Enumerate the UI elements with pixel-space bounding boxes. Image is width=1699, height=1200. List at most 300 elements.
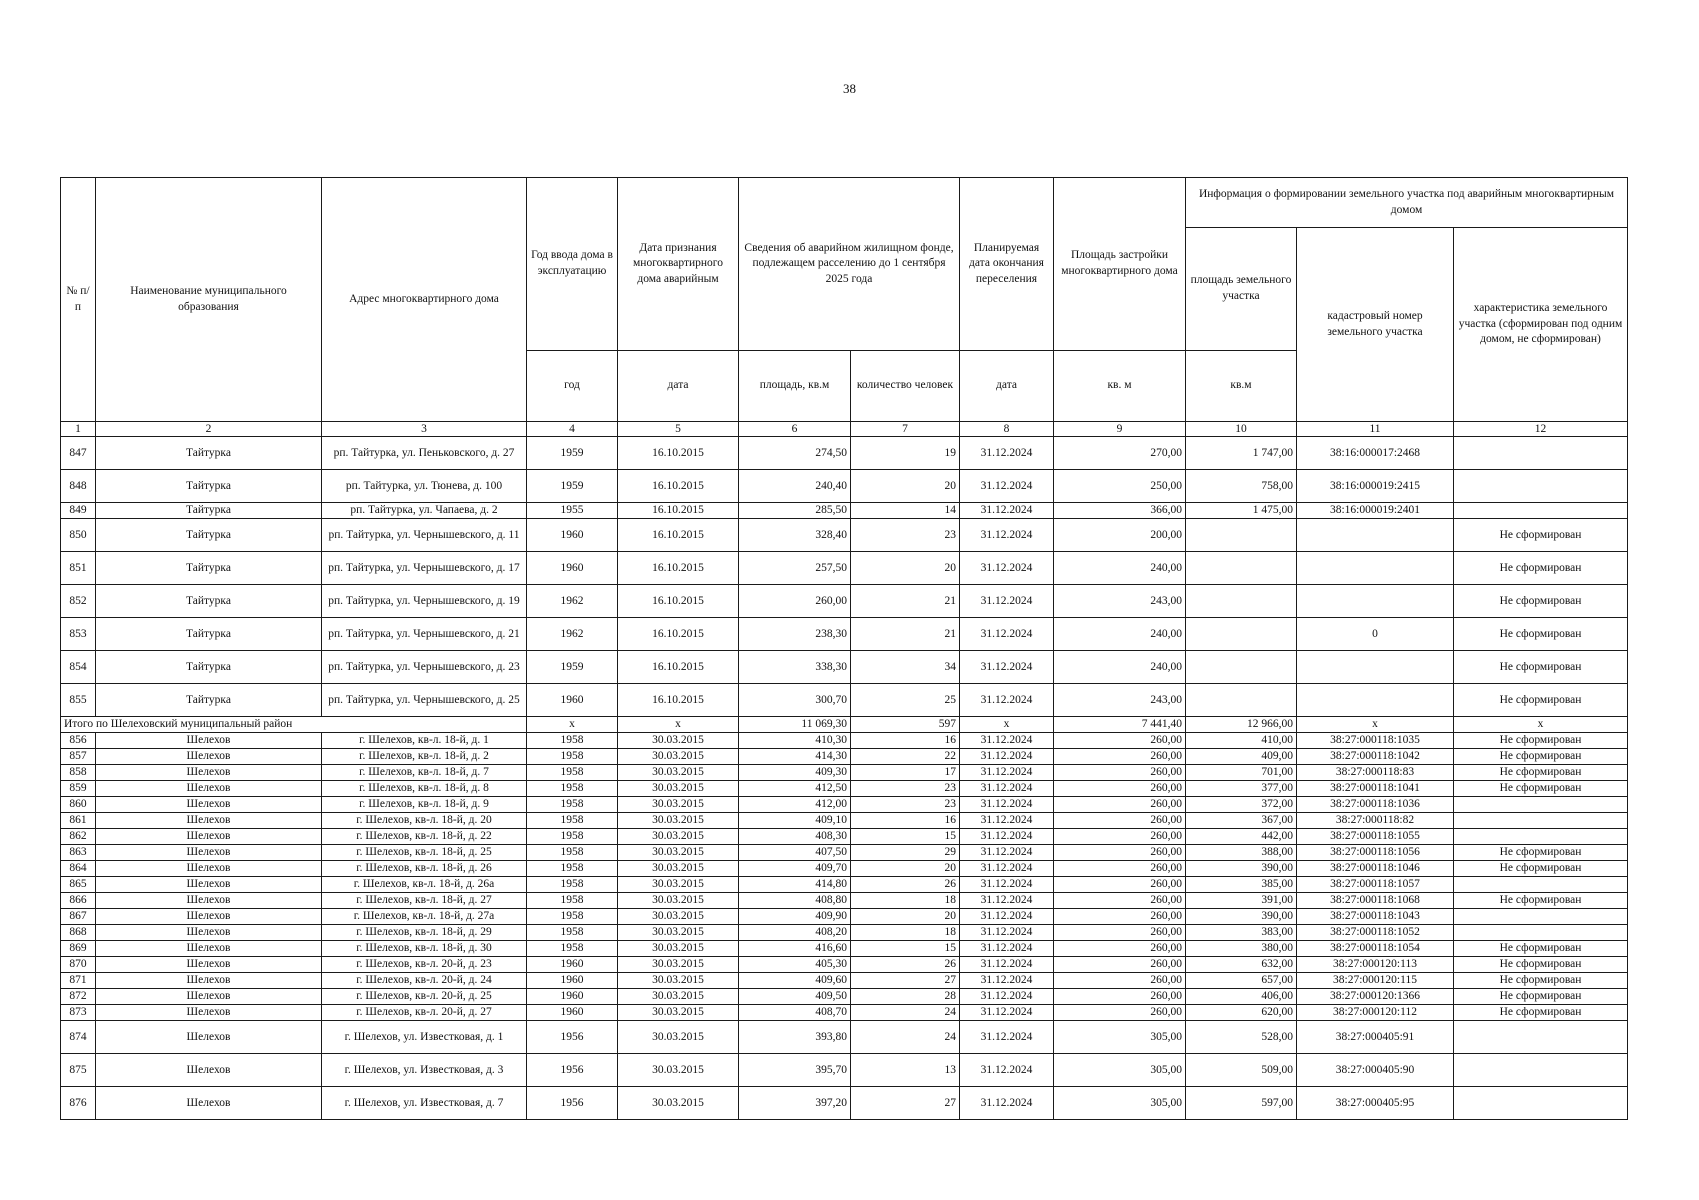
total-year: х xyxy=(527,717,618,733)
cell-area: 285,50 xyxy=(739,503,851,519)
cell-planned-end: 31.12.2024 xyxy=(960,733,1054,749)
table-row xyxy=(61,877,1628,893)
cell-land-characteristic: Не сформирован xyxy=(1454,585,1628,618)
cell-planned-end: 31.12.2024 xyxy=(960,437,1054,470)
cell-address: г. Шелехов, кв-л. 18-й, д. 22 xyxy=(322,829,527,845)
cell-year-built: 1959 xyxy=(527,470,618,503)
cell-number: 862 xyxy=(61,829,96,845)
table-row xyxy=(61,765,1628,781)
cell-municipality: Шелехов xyxy=(96,781,322,797)
cell-address: г. Шелехов, кв-л. 18-й, д. 30 xyxy=(322,941,527,957)
cell-people: 29 xyxy=(851,845,960,861)
cell-number: 865 xyxy=(61,877,96,893)
cell-land-characteristic: Не сформирован xyxy=(1454,973,1628,989)
cell-year-built: 1958 xyxy=(527,733,618,749)
cell-year-built: 1960 xyxy=(527,973,618,989)
cell-year-built: 1958 xyxy=(527,829,618,845)
cell-land-area xyxy=(1186,618,1297,651)
cell-area: 257,50 xyxy=(739,552,851,585)
cell-number: 847 xyxy=(61,437,96,470)
cell-people: 25 xyxy=(851,684,960,717)
cell-emergency-date: 30.03.2015 xyxy=(618,1087,739,1120)
table-row xyxy=(61,829,1628,845)
cell-building-area: 250,00 xyxy=(1054,470,1186,503)
cell-emergency-date: 16.10.2015 xyxy=(618,437,739,470)
cell-area: 328,40 xyxy=(739,519,851,552)
cell-year-built: 1960 xyxy=(527,519,618,552)
cell-area: 408,30 xyxy=(739,829,851,845)
total-area: 11 069,30 xyxy=(739,717,851,733)
cell-year-built: 1962 xyxy=(527,585,618,618)
cell-cadastral-number: 38:27:000120:113 xyxy=(1297,957,1454,973)
cell-cadastral-number: 38:27:000118:1042 xyxy=(1297,749,1454,765)
table-row xyxy=(61,1021,1628,1054)
cell-number: 864 xyxy=(61,861,96,877)
cell-planned-end: 31.12.2024 xyxy=(960,470,1054,503)
cell-year-built: 1958 xyxy=(527,749,618,765)
cell-people: 16 xyxy=(851,733,960,749)
cell-municipality: Шелехов xyxy=(96,925,322,941)
cell-land-characteristic: Не сформирован xyxy=(1454,651,1628,684)
cell-address: рп. Тайтурка, ул. Чернышевского, д. 21 xyxy=(322,618,527,651)
cell-emergency-date: 16.10.2015 xyxy=(618,503,739,519)
cell-municipality: Тайтурка xyxy=(96,519,322,552)
cell-year-built: 1955 xyxy=(527,503,618,519)
cell-people: 15 xyxy=(851,941,960,957)
cell-planned-end: 31.12.2024 xyxy=(960,1021,1054,1054)
cell-people: 23 xyxy=(851,781,960,797)
cell-building-area: 260,00 xyxy=(1054,909,1186,925)
column-number: 6 xyxy=(739,422,851,437)
cell-cadastral-number xyxy=(1297,651,1454,684)
cell-municipality: Шелехов xyxy=(96,829,322,845)
cell-planned-end: 31.12.2024 xyxy=(960,877,1054,893)
table-row xyxy=(61,749,1628,765)
cell-address: г. Шелехов, кв-л. 18-й, д. 8 xyxy=(322,781,527,797)
cell-building-area: 240,00 xyxy=(1054,552,1186,585)
cell-number: 855 xyxy=(61,684,96,717)
cell-land-area: 620,00 xyxy=(1186,1005,1297,1021)
cell-emergency-date: 30.03.2015 xyxy=(618,845,739,861)
cell-land-area: 391,00 xyxy=(1186,893,1297,909)
cell-emergency-date: 16.10.2015 xyxy=(618,585,739,618)
cell-people: 18 xyxy=(851,925,960,941)
cell-building-area: 305,00 xyxy=(1054,1021,1186,1054)
cell-land-characteristic xyxy=(1454,909,1628,925)
cell-cadastral-number: 38:27:000118:1035 xyxy=(1297,733,1454,749)
cell-building-area: 260,00 xyxy=(1054,845,1186,861)
unit-date: дата xyxy=(618,351,739,422)
cell-planned-end: 31.12.2024 xyxy=(960,684,1054,717)
unit-people: количество человек xyxy=(851,351,960,422)
cell-number: 858 xyxy=(61,765,96,781)
cell-planned-end: 31.12.2024 xyxy=(960,861,1054,877)
cell-people: 14 xyxy=(851,503,960,519)
cell-land-characteristic: Не сформирован xyxy=(1454,618,1628,651)
cell-land-area: 657,00 xyxy=(1186,973,1297,989)
cell-area: 260,00 xyxy=(739,585,851,618)
cell-building-area: 260,00 xyxy=(1054,765,1186,781)
cell-land-characteristic xyxy=(1454,503,1628,519)
emergency-housing-table xyxy=(60,177,1628,1120)
cell-municipality: Шелехов xyxy=(96,957,322,973)
cell-building-area: 260,00 xyxy=(1054,797,1186,813)
cell-address: г. Шелехов, кв-л. 20-й, д. 27 xyxy=(322,1005,527,1021)
cell-planned-end: 31.12.2024 xyxy=(960,1054,1054,1087)
total-land-characteristic: х xyxy=(1454,717,1628,733)
cell-land-area: 367,00 xyxy=(1186,813,1297,829)
cell-planned-end: 31.12.2024 xyxy=(960,781,1054,797)
cell-people: 24 xyxy=(851,1021,960,1054)
cell-number: 850 xyxy=(61,519,96,552)
cell-municipality: Тайтурка xyxy=(96,585,322,618)
column-number: 7 xyxy=(851,422,960,437)
cell-year-built: 1958 xyxy=(527,909,618,925)
table-body xyxy=(61,437,1628,1120)
table-row xyxy=(61,618,1628,651)
cell-number: 875 xyxy=(61,1054,96,1087)
cell-number: 853 xyxy=(61,618,96,651)
cell-building-area: 260,00 xyxy=(1054,749,1186,765)
table-row xyxy=(61,585,1628,618)
cell-building-area: 260,00 xyxy=(1054,893,1186,909)
cell-land-characteristic xyxy=(1454,1087,1628,1120)
cell-planned-end: 31.12.2024 xyxy=(960,845,1054,861)
unit-sqm: кв. м xyxy=(1054,351,1186,422)
cell-planned-end: 31.12.2024 xyxy=(960,989,1054,1005)
table-row xyxy=(61,503,1628,519)
cell-people: 20 xyxy=(851,909,960,925)
cell-land-characteristic xyxy=(1454,1054,1628,1087)
cell-address: рп. Тайтурка, ул. Чернышевского, д. 17 xyxy=(322,552,527,585)
cell-number: 873 xyxy=(61,1005,96,1021)
cell-address: г. Шелехов, кв-л. 18-й, д. 27 xyxy=(322,893,527,909)
table-row xyxy=(61,925,1628,941)
cell-people: 15 xyxy=(851,829,960,845)
cell-land-area: 390,00 xyxy=(1186,909,1297,925)
cell-address: г. Шелехов, кв-л. 18-й, д. 1 xyxy=(322,733,527,749)
cell-address: рп. Тайтурка, ул. Пеньковского, д. 27 xyxy=(322,437,527,470)
cell-address: рп. Тайтурка, ул. Чернышевского, д. 11 xyxy=(322,519,527,552)
cell-year-built: 1959 xyxy=(527,651,618,684)
cell-land-characteristic xyxy=(1454,437,1628,470)
cell-land-characteristic xyxy=(1454,829,1628,845)
cell-cadastral-number: 38:27:000118:1036 xyxy=(1297,797,1454,813)
cell-address: г. Шелехов, кв-л. 18-й, д. 26а xyxy=(322,877,527,893)
cell-people: 26 xyxy=(851,957,960,973)
cell-year-built: 1956 xyxy=(527,1021,618,1054)
cell-cadastral-number: 38:27:000118:83 xyxy=(1297,765,1454,781)
cell-planned-end: 31.12.2024 xyxy=(960,957,1054,973)
cell-municipality: Тайтурка xyxy=(96,470,322,503)
page-number: 38 xyxy=(843,81,856,96)
cell-address: г. Шелехов, ул. Известковая, д. 3 xyxy=(322,1054,527,1087)
cell-year-built: 1956 xyxy=(527,1054,618,1087)
cell-cadastral-number: 38:16:000019:2401 xyxy=(1297,503,1454,519)
cell-land-area: 701,00 xyxy=(1186,765,1297,781)
cell-address: рп. Тайтурка, ул. Чапаева, д. 2 xyxy=(322,503,527,519)
cell-land-area: 372,00 xyxy=(1186,797,1297,813)
cell-land-area: 409,00 xyxy=(1186,749,1297,765)
column-number: 2 xyxy=(96,422,322,437)
cell-land-characteristic: Не сформирован xyxy=(1454,733,1628,749)
cell-land-characteristic: Не сформирован xyxy=(1454,957,1628,973)
cell-number: 869 xyxy=(61,941,96,957)
cell-year-built: 1959 xyxy=(527,437,618,470)
total-row xyxy=(61,717,1628,733)
cell-people: 18 xyxy=(851,893,960,909)
cell-land-area xyxy=(1186,684,1297,717)
cell-address: рп. Тайтурка, ул. Чернышевского, д. 19 xyxy=(322,585,527,618)
cell-address: г. Шелехов, ул. Известковая, д. 1 xyxy=(322,1021,527,1054)
cell-number: 848 xyxy=(61,470,96,503)
cell-area: 410,30 xyxy=(739,733,851,749)
cell-planned-end: 31.12.2024 xyxy=(960,973,1054,989)
cell-building-area: 260,00 xyxy=(1054,925,1186,941)
table-row xyxy=(61,1054,1628,1087)
cell-address: г. Шелехов, кв-л. 20-й, д. 25 xyxy=(322,989,527,1005)
cell-building-area: 305,00 xyxy=(1054,1054,1186,1087)
cell-municipality: Шелехов xyxy=(96,941,322,957)
table-row xyxy=(61,733,1628,749)
cell-people: 20 xyxy=(851,861,960,877)
cell-municipality: Шелехов xyxy=(96,797,322,813)
cell-people: 21 xyxy=(851,585,960,618)
cell-municipality: Шелехов xyxy=(96,989,322,1005)
cell-emergency-date: 30.03.2015 xyxy=(618,941,739,957)
cell-building-area: 305,00 xyxy=(1054,1087,1186,1120)
table-row xyxy=(61,893,1628,909)
cell-building-area: 270,00 xyxy=(1054,437,1186,470)
cell-emergency-date: 30.03.2015 xyxy=(618,797,739,813)
cell-area: 393,80 xyxy=(739,1021,851,1054)
cell-people: 20 xyxy=(851,470,960,503)
column-number-row xyxy=(61,422,1628,437)
cell-land-area: 410,00 xyxy=(1186,733,1297,749)
cell-land-characteristic: Не сформирован xyxy=(1454,861,1628,877)
cell-year-built: 1958 xyxy=(527,893,618,909)
unit-area: площадь, кв.м xyxy=(739,351,851,422)
unit-year: год xyxy=(527,351,618,422)
cell-land-characteristic: Не сформирован xyxy=(1454,845,1628,861)
cell-land-characteristic: Не сформирован xyxy=(1454,989,1628,1005)
cell-address: г. Шелехов, ул. Известковая, д. 7 xyxy=(322,1087,527,1120)
cell-emergency-date: 30.03.2015 xyxy=(618,861,739,877)
cell-land-characteristic xyxy=(1454,1021,1628,1054)
cell-planned-end: 31.12.2024 xyxy=(960,797,1054,813)
total-planned-end: х xyxy=(960,717,1054,733)
total-date: х xyxy=(618,717,739,733)
cell-people: 23 xyxy=(851,519,960,552)
cell-planned-end: 31.12.2024 xyxy=(960,829,1054,845)
cell-number: 870 xyxy=(61,957,96,973)
cell-planned-end: 31.12.2024 xyxy=(960,893,1054,909)
cell-number: 854 xyxy=(61,651,96,684)
header-emergency-date: Дата признания многоквартирного дома аварийным xyxy=(618,178,739,351)
cell-planned-end: 31.12.2024 xyxy=(960,925,1054,941)
cell-number: 852 xyxy=(61,585,96,618)
cell-land-area xyxy=(1186,519,1297,552)
cell-area: 338,30 xyxy=(739,651,851,684)
cell-year-built: 1958 xyxy=(527,925,618,941)
cell-municipality: Тайтурка xyxy=(96,552,322,585)
cell-address: г. Шелехов, кв-л. 18-й, д. 29 xyxy=(322,925,527,941)
cell-land-characteristic xyxy=(1454,797,1628,813)
cell-land-area xyxy=(1186,552,1297,585)
table-row xyxy=(61,519,1628,552)
cell-planned-end: 31.12.2024 xyxy=(960,1005,1054,1021)
cell-land-area: 597,00 xyxy=(1186,1087,1297,1120)
cell-cadastral-number: 38:27:000120:1366 xyxy=(1297,989,1454,1005)
cell-number: 857 xyxy=(61,749,96,765)
cell-area: 409,60 xyxy=(739,973,851,989)
cell-land-characteristic xyxy=(1454,813,1628,829)
cell-cadastral-number: 38:27:000405:95 xyxy=(1297,1087,1454,1120)
header-year-built: Год ввода дома в эксплуатацию xyxy=(527,178,618,351)
cell-address: рп. Тайтурка, ул. Чернышевского, д. 23 xyxy=(322,651,527,684)
cell-year-built: 1958 xyxy=(527,845,618,861)
cell-municipality: Шелехов xyxy=(96,909,322,925)
cell-planned-end: 31.12.2024 xyxy=(960,585,1054,618)
cell-year-built: 1960 xyxy=(527,989,618,1005)
cell-people: 17 xyxy=(851,765,960,781)
cell-land-area: 388,00 xyxy=(1186,845,1297,861)
cell-emergency-date: 30.03.2015 xyxy=(618,877,739,893)
cell-land-characteristic: Не сформирован xyxy=(1454,941,1628,957)
cell-land-characteristic xyxy=(1454,470,1628,503)
cell-building-area: 260,00 xyxy=(1054,1005,1186,1021)
cell-municipality: Шелехов xyxy=(96,845,322,861)
cell-people: 19 xyxy=(851,437,960,470)
cell-number: 861 xyxy=(61,813,96,829)
table-row xyxy=(61,989,1628,1005)
cell-municipality: Тайтурка xyxy=(96,503,322,519)
column-number: 3 xyxy=(322,422,527,437)
cell-building-area: 260,00 xyxy=(1054,973,1186,989)
cell-planned-end: 31.12.2024 xyxy=(960,941,1054,957)
cell-land-area: 377,00 xyxy=(1186,781,1297,797)
cell-year-built: 1958 xyxy=(527,941,618,957)
cell-building-area: 260,00 xyxy=(1054,733,1186,749)
cell-cadastral-number xyxy=(1297,585,1454,618)
cell-cadastral-number: 38:27:000118:1043 xyxy=(1297,909,1454,925)
cell-land-characteristic xyxy=(1454,877,1628,893)
cell-area: 408,80 xyxy=(739,893,851,909)
cell-number: 868 xyxy=(61,925,96,941)
cell-address: г. Шелехов, кв-л. 20-й, д. 24 xyxy=(322,973,527,989)
header-planned-end: Планируемая дата окончания переселения xyxy=(960,178,1054,351)
cell-number: 856 xyxy=(61,733,96,749)
cell-building-area: 243,00 xyxy=(1054,684,1186,717)
cell-year-built: 1956 xyxy=(527,1087,618,1120)
cell-area: 409,90 xyxy=(739,909,851,925)
cell-area: 414,30 xyxy=(739,749,851,765)
cell-year-built: 1958 xyxy=(527,861,618,877)
table-row xyxy=(61,845,1628,861)
cell-building-area: 260,00 xyxy=(1054,813,1186,829)
cell-land-area: 1 475,00 xyxy=(1186,503,1297,519)
cell-address: г. Шелехов, кв-л. 18-й, д. 26 xyxy=(322,861,527,877)
cell-address: рп. Тайтурка, ул. Чернышевского, д. 25 xyxy=(322,684,527,717)
cell-address: г. Шелехов, кв-л. 18-й, д. 2 xyxy=(322,749,527,765)
cell-cadastral-number: 38:27:000118:1055 xyxy=(1297,829,1454,845)
cell-area: 412,00 xyxy=(739,797,851,813)
cell-area: 300,70 xyxy=(739,684,851,717)
cell-area: 414,80 xyxy=(739,877,851,893)
table-row xyxy=(61,684,1628,717)
cell-number: 860 xyxy=(61,797,96,813)
cell-emergency-date: 30.03.2015 xyxy=(618,973,739,989)
cell-area: 408,20 xyxy=(739,925,851,941)
cell-land-area: 509,00 xyxy=(1186,1054,1297,1087)
unit-sqm-land: кв.м xyxy=(1186,351,1297,422)
cell-land-area: 390,00 xyxy=(1186,861,1297,877)
cell-land-area: 758,00 xyxy=(1186,470,1297,503)
cell-building-area: 240,00 xyxy=(1054,651,1186,684)
cell-planned-end: 31.12.2024 xyxy=(960,909,1054,925)
cell-address: рп. Тайтурка, ул. Тюнева, д. 100 xyxy=(322,470,527,503)
cell-area: 274,50 xyxy=(739,437,851,470)
cell-municipality: Шелехов xyxy=(96,861,322,877)
cell-cadastral-number: 38:27:000120:115 xyxy=(1297,973,1454,989)
cell-area: 397,20 xyxy=(739,1087,851,1120)
cell-number: 876 xyxy=(61,1087,96,1120)
cell-cadastral-number: 38:27:000118:1057 xyxy=(1297,877,1454,893)
cell-building-area: 260,00 xyxy=(1054,861,1186,877)
cell-emergency-date: 30.03.2015 xyxy=(618,1021,739,1054)
table-row xyxy=(61,973,1628,989)
cell-people: 27 xyxy=(851,1087,960,1120)
cell-area: 409,10 xyxy=(739,813,851,829)
cell-area: 412,50 xyxy=(739,781,851,797)
cell-emergency-date: 30.03.2015 xyxy=(618,1005,739,1021)
cell-municipality: Тайтурка xyxy=(96,684,322,717)
cell-people: 26 xyxy=(851,877,960,893)
table-row xyxy=(61,470,1628,503)
cell-municipality: Шелехов xyxy=(96,1087,322,1120)
cell-cadastral-number xyxy=(1297,552,1454,585)
cell-planned-end: 31.12.2024 xyxy=(960,651,1054,684)
cell-address: г. Шелехов, кв-л. 20-й, д. 23 xyxy=(322,957,527,973)
cell-cadastral-number xyxy=(1297,519,1454,552)
cell-year-built: 1962 xyxy=(527,618,618,651)
cell-building-area: 260,00 xyxy=(1054,877,1186,893)
cell-area: 405,30 xyxy=(739,957,851,973)
cell-municipality: Шелехов xyxy=(96,1005,322,1021)
column-number: 4 xyxy=(527,422,618,437)
cell-address: г. Шелехов, кв-л. 18-й, д. 25 xyxy=(322,845,527,861)
cell-people: 34 xyxy=(851,651,960,684)
unit-date-end: дата xyxy=(960,351,1054,422)
cell-municipality: Шелехов xyxy=(96,877,322,893)
cell-address: г. Шелехов, кв-л. 18-й, д. 27а xyxy=(322,909,527,925)
cell-people: 20 xyxy=(851,552,960,585)
cell-emergency-date: 16.10.2015 xyxy=(618,552,739,585)
header-municipality: Наименование муниципального образования xyxy=(96,178,322,422)
cell-municipality: Шелехов xyxy=(96,749,322,765)
header-land-characteristic: характеристика земельного участка (сформирован под одним домом, не сформирован) xyxy=(1454,228,1628,422)
cell-land-area xyxy=(1186,585,1297,618)
cell-cadastral-number: 38:27:000118:1068 xyxy=(1297,893,1454,909)
cell-address: г. Шелехов, кв-л. 18-й, д. 20 xyxy=(322,813,527,829)
cell-municipality: Шелехов xyxy=(96,973,322,989)
cell-people: 27 xyxy=(851,973,960,989)
cell-land-area: 380,00 xyxy=(1186,941,1297,957)
column-number: 11 xyxy=(1297,422,1454,437)
table-row xyxy=(61,1087,1628,1120)
cell-number: 874 xyxy=(61,1021,96,1054)
cell-building-area: 200,00 xyxy=(1054,519,1186,552)
